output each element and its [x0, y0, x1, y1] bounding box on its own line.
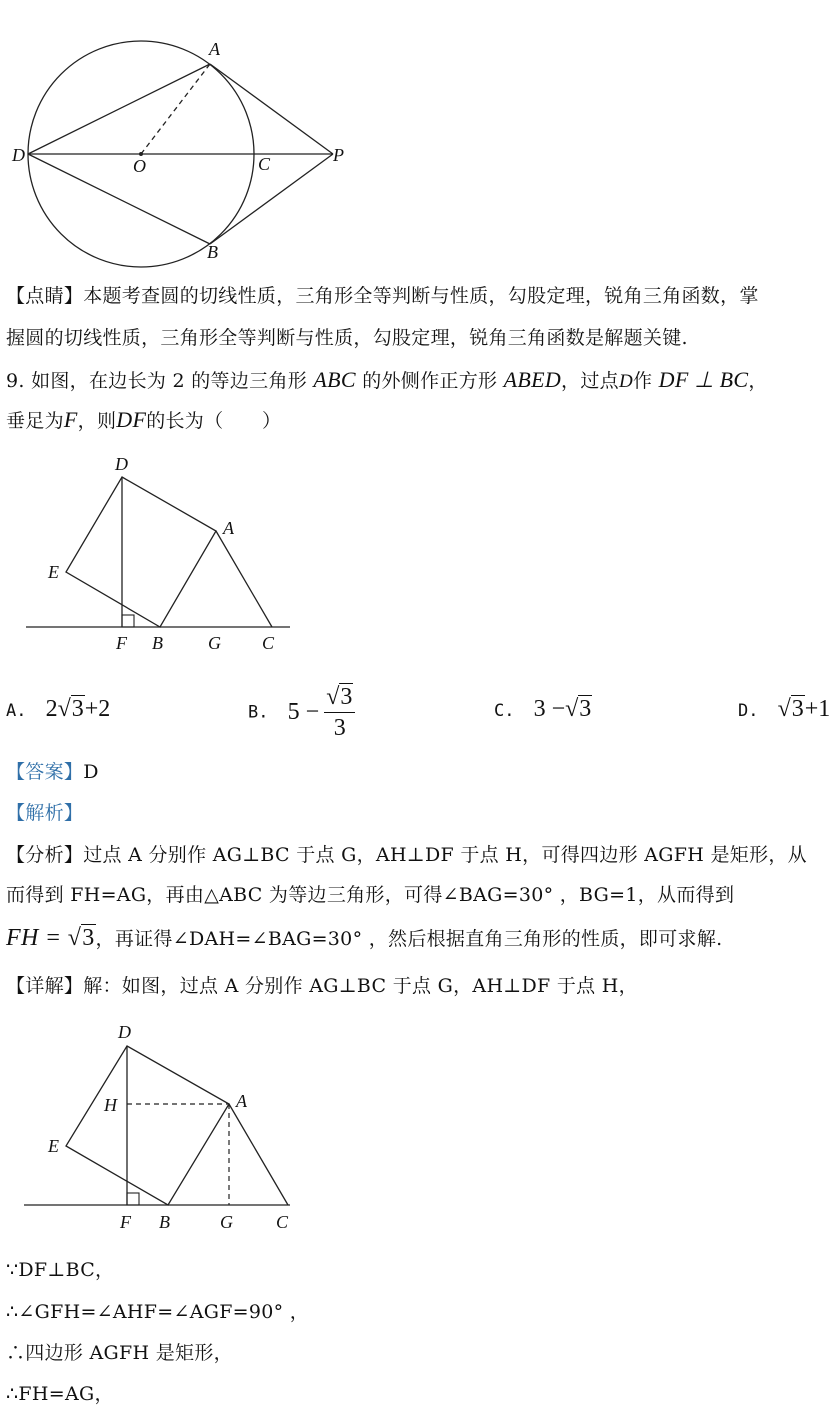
fenxi-line1: 【分析】过点 A 分别作 AG⊥BC 于点 G，AH⊥DF 于点 H，可得四边形 AGFH 是矩形，从: [6, 844, 807, 866]
question-line2: 垂足为F，则DF的长为（ ）: [6, 407, 282, 432]
label-A: A: [236, 1091, 247, 1111]
jiexi-tag: 【解析】: [6, 802, 84, 824]
dianjing-line1: 【点睛】本题考查圆的切线性质，三角形全等判断与性质，勾股定理，锐角三角函数，掌: [6, 285, 759, 307]
option-c[interactable]: C. 3 −√3: [494, 696, 592, 722]
label-D: D: [12, 145, 25, 165]
circle-tangent-figure: [0, 0, 360, 275]
label-A: A: [223, 518, 234, 538]
label-H: H: [104, 1095, 117, 1115]
label-F: F: [116, 633, 127, 653]
label-C: C: [262, 633, 275, 653]
label-G: G: [208, 633, 221, 653]
label-E: E: [48, 562, 59, 582]
label-C: C: [276, 1212, 289, 1232]
label-D: D: [115, 454, 128, 474]
dianjing-line2: 握圆的切线性质，三角形全等判断与性质，勾股定理，锐角三角函数是解题关键.: [6, 327, 688, 349]
option-d[interactable]: D. √3+1: [738, 696, 831, 722]
option-b[interactable]: B. 5 − $\frac{√3}{3}$: [248, 682, 355, 743]
rectangle-construction-figure: [20, 1018, 310, 1236]
label-B: B: [152, 633, 163, 653]
label-D: D: [118, 1022, 131, 1042]
label-F: F: [120, 1212, 131, 1232]
proof-step-4: ∴FH=AG，: [6, 1383, 114, 1405]
option-a[interactable]: A. 2√3+2: [6, 696, 111, 722]
proof-step-2: ∴∠GFH=∠AHF=∠AGF=90° ，: [6, 1301, 310, 1323]
label-A: A: [209, 39, 220, 59]
label-B: B: [159, 1212, 170, 1232]
xiangjie-line: 【详解】解：如图，过点 A 分别作 AG⊥BC 于点 G，AH⊥DF 于点 H，: [6, 975, 638, 997]
fenxi-line2: 而得到 FH=AG，再由△ABC 为等边三角形，可得∠BAG=30° ，BG=1，从而得到: [6, 884, 735, 906]
label-C: C: [258, 154, 271, 174]
question-line1: 9. 如图，在边长为 2 的等边三角形 ABC 的外侧作正方形 ABED，过点D作 DF ⊥ BC，: [6, 367, 768, 392]
fenxi-line3: FH = √3，再证得∠DAH=∠BAG=30° ，然后根据直角三角形的性质，即可求解.: [6, 925, 723, 951]
proof-step-3: ∴四边形 AGFH 是矩形，: [6, 1342, 233, 1364]
label-G: G: [220, 1212, 233, 1232]
label-B: B: [207, 242, 218, 262]
label-P: P: [333, 145, 344, 165]
square-triangle-figure: [20, 448, 300, 658]
proof-step-1: ∵DF⊥BC，: [6, 1259, 115, 1281]
answer-line: 【答案】D: [6, 761, 99, 783]
label-O: O: [133, 156, 146, 176]
label-E: E: [48, 1136, 59, 1156]
